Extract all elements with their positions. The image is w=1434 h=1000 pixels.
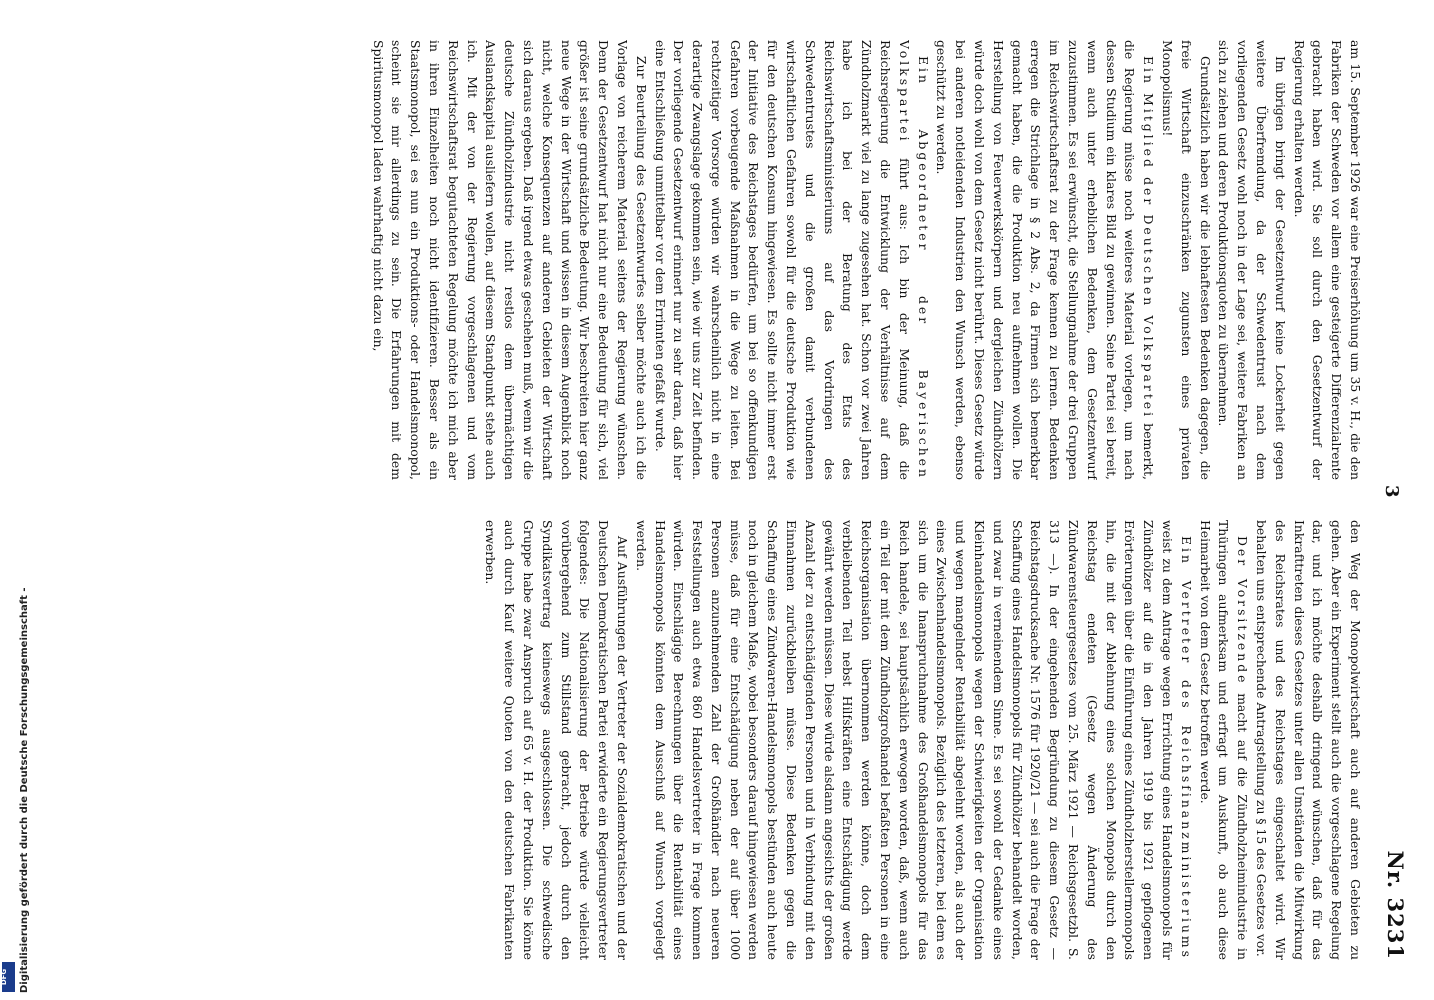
speaker-label: Ein Abgeordneter der Bayerischen Volkspartei	[896, 40, 931, 480]
paragraph: am 15. September 1926 war eine Preiserhöhung um 35 v. H., die den Fabriken der Schweden vor allem eine gesteigerte Differenzialrente gebracht haben wird. Sie soll durch den Gesetzentwurf der Regierung erhalten werden.	[1291, 40, 1363, 480]
speaker-label: Ein Mitglied der Deutschen Volkspartei	[1141, 56, 1157, 420]
speaker-label: Der Vorsitzende	[1235, 536, 1251, 686]
paragraph: Auf Ausführungen der Vertreter der Sozialdemokratischen und der Deutschen Demokratischen Partei erwiderte ein Regierungsvertreter folgendes: Die Nationalisierung der Betriebe würde vielleicht vorübergehend zum Stillstand gebracht, jedoch durch den Syndikatsvertrag keineswegs ausgeschlossen. Die schwedische Gruppe habe zwar Anspruch auf 65 v. H. der Produktion. Sie könne auch durch Kauf weitere Quoten von den deutschen Fabrikanten erwerben.	[483, 520, 630, 960]
paragraph: Zur Beurteilung des Gesetzentwurfes selber möchte auch ich die Vorlage von reicherem Material seitens der Regierung wünschen. Denn der Gesetzentwurf hat nicht nur eine Bedeutung für sich, viel größer ist seine grundsätzliche Bedeutung. Wir beschreiten hier ganz neue Wege in der Wirtschaft und wissen in diesem Augenblick noch nicht, welche Konsequenzen auf anderen Gebieten der Wirtschaft sich daraus ergeben. Daß irgend etwas geschehen muß, wenn wir die deutsche Zündholzindustrie nicht restlos dem übermächtigen Auslandskapital ausliefern wollen, auf diesem Standpunkt stehe auch ich. Mit der von der Regierung vorgeschlagenen und vom Reichswirtschaftsrat begutachteten Regelung möchte ich mich aber in ihren Einzelheiten noch nicht identifizieren. Besser als ein Staatsmonopol, sei es nun ein Produktions- oder Handelsmonopol, scheint sie mir allerdings zu sein. Die Erfahrungen mit dem Spiritusmonopol laden wahrhaftig nicht dazu ein,	[370, 40, 649, 480]
issue-number: Nr. 3231	[1383, 850, 1408, 960]
speaker-label: Ein Vertreter des Reichsfinanzministeriums	[1178, 536, 1194, 960]
paragraph: Ein Abgeordneter der Bayerischen Volkspartei führt aus: Ich bin der Meinung, daß die Reichsregierung die Entwicklung der Verhältnisse auf dem Zündholzmarkt viel zu lange zugesehen hat. Schon vor zwei Jahren habe ich bei der Beratung des Etats des Reichswirtschaftsministeriums auf das Vordringen des Schwedentrustes und die großen damit verbundenen wirtschaftlichen Gefahren sowohl für die deutsche Produktion wie für den deutschen Konsum hingewiesen. Es sollte nicht immer erst der Initiative des Reichstages bedürfen, um bei so offenkundigen Gefahren vorbeugende Maßnahmen in die Wege zu leiten. Bei rechtzeitiger Vorsorge würden wir wahrscheinlich nicht in eine derartige Zwangslage gekommen sein, wie wir uns zur Zeit befinden. Der vorliegende Gesetzentwurf erinnert nur zu sehr daran, daß hier eine Entschließung unmittelbar vor dem Errinnten gefaßt wurde.	[652, 40, 931, 480]
paragraph: Ein Mitglied der Deutschen Volkspartei bemerkt, die Regierung müsse noch weiteres Material vorlegen, um nach dessen Studium ein klares Bild zu gewinnen. Seine Partei sei bereit, wenn auch unter erheblichen Bedenken, dem Gesetzentwurf zuzustimmen. Es sei erwünscht, die Stellungnahme der drei Gruppen im Reichswirtschaftsrat zu der Frage kennen zu lernen. Bedenken erregen die Strichlage in § 2 Abs. 2, da Firmen sich bemerkbar gemacht haben, die die Produktion neu aufnehmen wollen. Die Herstellung von Feuerwerkskörpern und dergleichen Zündhölzern würde doch wohl von dem Gesetz nicht berührt. Dieses Gesetz würde bei anderen notleidenden Industrien den Wunsch werden, ebenso geschützt zu werden.	[934, 40, 1157, 480]
digitization-footer	[4, 28, 30, 993]
paragraph: Grundsätzlich haben wir die lebhaftesten Bedenken dagegen, die freie Wirtschaft einzuschränken zugunsten eines privaten Monopolismus!	[1160, 40, 1213, 480]
text-column-right	[64, 520, 1364, 960]
footer-note: Digitalisierung gefördert durch die Deutsche Forschungsgemeinschaft -	[19, 587, 30, 993]
text-column-left	[64, 40, 1364, 480]
paragraph: den Weg der Monopolwirtschaft auch auf anderen Gebieten zu gehen. Aber ein Experiment stellt auch die vorgeschlagene Regelung dar, und ich möchte deshalb dringend wünschen, daß für das Inkrafttreten dieses Gesetzes unter allen Umständen die Mitwirkung des Reichsrates und des Reichstages eingeschaltet wird. Wir behalten uns entsprechende Antragstellung zu § 15 des Gesetzes vor.	[1254, 520, 1363, 960]
paragraph: Im übrigen bringt der Gesetzentwurf keine Lockerheit gegen weitere Überfremdung, da der Schwedentrust nach dem vorliegenden Gesetz wohl noch in der Lage sei, weitere Fabriken an sich zu ziehen und deren Produktionsquoten zu übernehmen.	[1216, 40, 1288, 480]
paragraph: Ein Vertreter des Reichsfinanzministeriums weist zu dem Antrage wegen Errichtung eines Handelsmonopols für Zündhölzer auf die in den Jahren 1919 bis 1921 gepflogenen Erörterungen über die Einführung eines Zündholzherstellermonopols hin, die mit der Ablehnung eines solchen Monopols durch den Reichstag endeten (Gesetz wegen Änderung des Zündwarensteuergesetzes vom 25. März 1921 — Reichsgesetzbl. S. 313 —). In der eingehenden Begründung zu diesem Gesetz — Reichstagsdrucksache Nr. 1576 für 1920/21 — sei auch die Frage der Schaffung eines Handelsmonopols für Zündhölzer behandelt worden, und zwar in verneinendem Sinne. Es sei sowohl der Gedanke eines Kleinhandelsmonopols wegen der Schwierigkeiten der Organisation und wegen mangelnder Rentabilität abgelehnt worden, als auch der eines Zwischenhandelsmonopols. Bezüglich des letzteren, bei dem es sich um die Inanspruchnahme des Großhandelsmonopols für das Reich handele, sei hauptsächlich erwogen worden, daß, wenn auch ein Teil der mit dem Zündholzgroßhandel befaßten Personen in eine Reichsorganisation übernommen werden könne, doch dem verbleibenden Teil nebst Hilfskräften eine Entschädigung werde gewährt werden müssen. Diese würde alsdann angesichts der großen Anzahl der zu entschädigenden Personen und in Verbindung mit den Einnahmen zurückbleiben müsse. Diese Bedenken gegen die Schaffung eines Zündwaren-Handelsmonopols bestünden auch heute noch in gleichem Maße, wobei besonders darauf hingewiesen werden müsse, daß für eine Entschädigung neben der auf über 1000 Personen anzunehmenden Zahl der Großhändler nach neueren Feststellungen auch etwa 860 Handelsvertreter in Frage kommen würden. Einschlägige Berechnungen über die Rentabilität eines Handelsmonopols könnten dem Ausschuß auf Wunsch vorgelegt werden.	[633, 520, 1194, 960]
dfg-logo-icon: DFG	[2, 962, 15, 992]
page-number: 3	[1381, 485, 1402, 498]
paragraph: Der Vorsitzende macht auf die Zündholzheimindustrie in Thüringen aufmerksam und erfragt um Auskunft, ob auch diese Heimarbeit von dem Gesetz betroffen werde.	[1197, 520, 1251, 960]
